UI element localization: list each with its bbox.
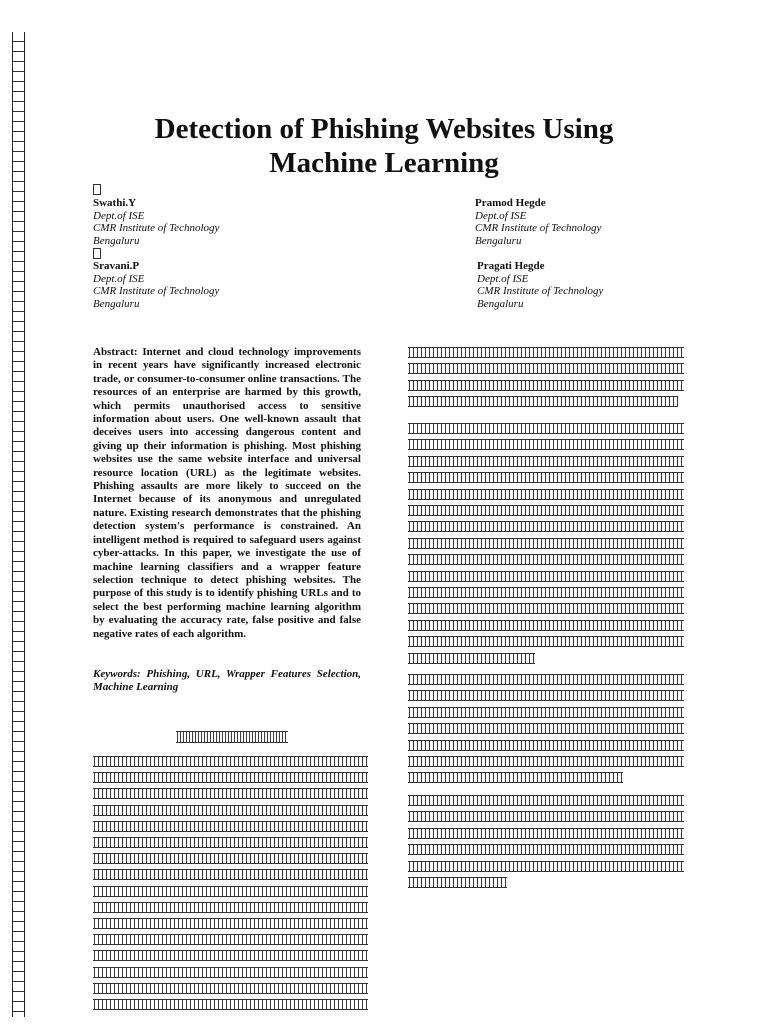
abstract-paragraph: Abstract: Internet and cloud technology improvements in recent years have significantly increased electronic trade, or consumer-to-consumer online transactions. The resources of an enterprise are harmed by this growth, which permits unauthorised access to sensitive information about users. One well-known assault that deceives users into accessing dangerous content and giving up their information is phishing. Most phishing websites use the same website interface and universal resource location (URL) as the legitimate websites. Phishing assaults are more likely to succeed on the Internet because of its anonymous and unregulated nature. Existing research demonstrates that the phishing detection system's performance is constrained. An intelligent method is required to safeguard users against cyber-attacks. In this paper, we investigate the use of machine learning classifiers and a wrapper feature selection technique to detect phishing websites. The purpose of this study is to identify phishing URLs and to select the best performing machine learning algorithm by evaluating the accuracy rate, false positive and false negative rates of each algorithm. xyxy=(93,346,361,640)
unreadable-section-heading xyxy=(176,731,288,743)
author-dept: Dept.of ISE xyxy=(93,272,145,285)
author-name: Pragati Hegde xyxy=(477,260,545,272)
unreadable-text-line xyxy=(408,489,684,500)
author-city: Bengaluru xyxy=(93,297,140,310)
unreadable-text-line xyxy=(408,380,684,391)
missing-glyph-box xyxy=(93,184,101,195)
unreadable-text-line xyxy=(408,472,684,483)
author-city: Bengaluru xyxy=(477,297,524,310)
unreadable-text-line xyxy=(93,983,368,994)
unreadable-text-line xyxy=(408,723,684,734)
unreadable-text-line xyxy=(93,999,368,1010)
unreadable-text-line xyxy=(93,950,368,961)
unreadable-text-line xyxy=(408,423,684,434)
missing-glyph-box xyxy=(93,248,101,259)
unreadable-text-line xyxy=(408,828,684,839)
unreadable-text-line xyxy=(408,347,684,358)
author-name: Swathi.Y xyxy=(93,197,137,209)
unreadable-text-line xyxy=(408,844,684,855)
unreadable-text-line xyxy=(93,967,368,978)
unreadable-text-line xyxy=(408,674,684,685)
unreadable-text-line xyxy=(408,620,684,631)
unreadable-text-line xyxy=(408,740,684,751)
author-dept: Dept.of ISE xyxy=(475,209,527,222)
author-institute: CMR Institute of Technology xyxy=(477,285,604,298)
author-dept: Dept.of ISE xyxy=(93,209,145,222)
author-block xyxy=(477,260,603,310)
unreadable-text-line xyxy=(93,918,368,929)
author-block xyxy=(475,197,601,247)
unreadable-text-line xyxy=(408,653,535,664)
unreadable-text-line xyxy=(408,505,684,516)
unreadable-text-line xyxy=(408,603,684,614)
unreadable-text-line xyxy=(408,636,684,647)
unreadable-text-line xyxy=(408,772,623,783)
unreadable-text-line xyxy=(408,363,684,374)
author-institute: CMR Institute of Technology xyxy=(93,285,220,298)
author-city: Bengaluru xyxy=(93,234,140,247)
author-block xyxy=(93,260,219,310)
unreadable-text-line xyxy=(408,456,684,467)
unreadable-text-line xyxy=(93,886,368,897)
unreadable-text-line xyxy=(93,902,368,913)
author-block xyxy=(93,197,219,247)
unreadable-text-line xyxy=(408,811,684,822)
unreadable-text-line xyxy=(93,934,368,945)
unreadable-text-line xyxy=(408,571,684,582)
unreadable-text-line xyxy=(93,821,368,832)
author-city: Bengaluru xyxy=(475,234,522,247)
unreadable-text-line xyxy=(408,861,684,872)
unreadable-text-line xyxy=(408,396,678,407)
author-dept: Dept.of ISE xyxy=(477,272,529,285)
unreadable-text-line xyxy=(93,837,368,848)
unreadable-text-line xyxy=(408,756,684,767)
author-institute: CMR Institute of Technology xyxy=(475,222,602,235)
author-name: Sravani.P xyxy=(93,260,140,272)
author-institute: CMR Institute of Technology xyxy=(93,222,220,235)
unreadable-text-line xyxy=(408,554,684,565)
left-margin-strip xyxy=(12,32,25,1017)
paper-title: Detection of Phishing Websites Using Machine Learning xyxy=(154,113,614,179)
unreadable-text-line xyxy=(408,690,684,701)
unreadable-text-line xyxy=(93,788,368,799)
unreadable-text-line xyxy=(408,439,684,450)
unreadable-text-line xyxy=(93,869,368,880)
unreadable-text-line xyxy=(408,521,684,532)
unreadable-text-line xyxy=(408,795,684,806)
keywords-paragraph: Keywords: Phishing, URL, Wrapper Features Selection, Machine Learning xyxy=(93,668,361,694)
unreadable-text-line xyxy=(93,756,368,767)
unreadable-text-line xyxy=(93,772,368,783)
author-name: Pramod Hegde xyxy=(475,197,546,209)
unreadable-text-line xyxy=(408,877,507,888)
unreadable-text-line xyxy=(408,538,684,549)
unreadable-text-line xyxy=(408,587,684,598)
unreadable-text-line xyxy=(93,853,368,864)
unreadable-text-line xyxy=(93,805,368,816)
unreadable-text-line xyxy=(408,707,684,718)
